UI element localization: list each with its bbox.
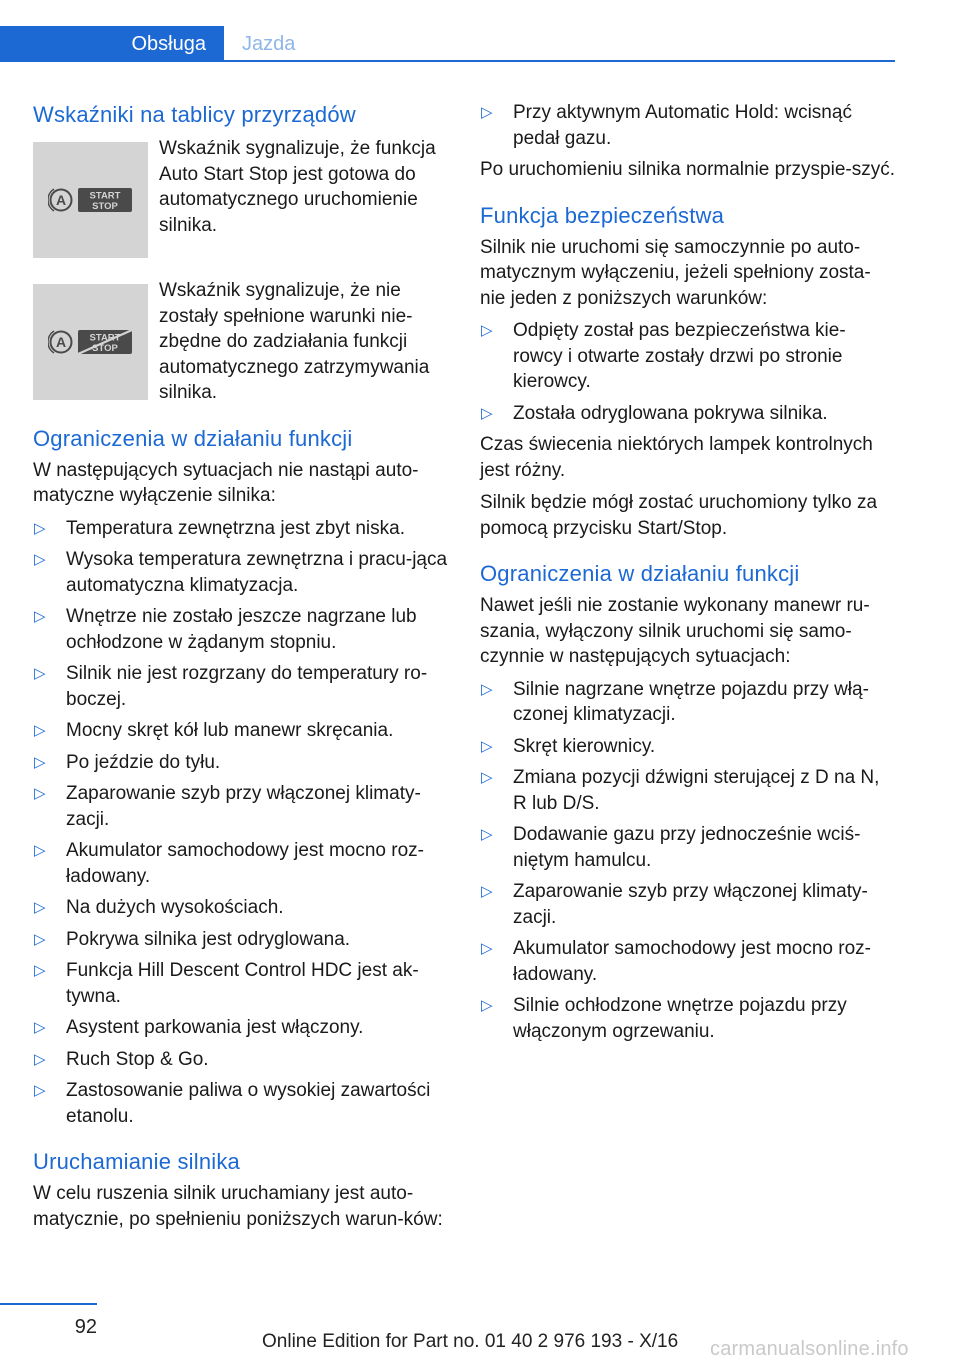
triangle-bullet-icon: ▷ — [481, 104, 493, 121]
triangle-bullet-icon: ▷ — [34, 1050, 46, 1068]
tab-jazda[interactable]: Jazda — [242, 32, 296, 55]
triangle-bullet-icon: ▷ — [34, 842, 46, 859]
triangle-bullet-icon: ▷ — [34, 753, 46, 771]
triangle-bullet-icon: ▷ — [34, 608, 46, 625]
list-item-text: Przy aktywnym Automatic Hold: wcisnąć pedał gazu. — [513, 102, 852, 149]
tab-obsluga[interactable]: Obsługa — [0, 26, 224, 62]
list-item-text: Temperatura zewnętrzna jest zbyt niska. — [66, 517, 405, 539]
limitations-intro: W następujących sytuacjach nie nastąpi auto-matyczne wyłączenie silnika: — [33, 459, 419, 506]
triangle-bullet-icon: ▷ — [481, 940, 493, 957]
list-item — [33, 895, 448, 921]
list-item — [480, 677, 895, 728]
list-item — [480, 936, 895, 987]
heading-safety: Funkcja bezpieczeństwa — [480, 202, 725, 228]
list-item — [480, 993, 895, 1044]
list-item-text: Wnętrze nie zostało jeszcze nagrzane lub ochłodzone w żądanym stopniu. — [66, 606, 417, 653]
heading-indicators: Wskaźniki na tablicy przyrządów — [33, 102, 356, 127]
badge-bottom-text: STOP — [91, 343, 118, 354]
list-item — [33, 516, 448, 542]
limitations-start-intro: Nawet jeśli nie zostanie wykonany manewr ru-szania, wyłączony silnik uruchomi się samo-czynnie w następujących sytuacjach: — [480, 595, 870, 667]
triangle-bullet-icon: ▷ — [481, 997, 493, 1014]
list-item — [480, 765, 895, 816]
header-divider — [0, 60, 895, 62]
badge-letter: A — [55, 192, 66, 208]
list-item — [480, 100, 895, 151]
badge-letter: A — [55, 334, 66, 350]
list-item-text: Silnie nagrzane wnętrze pojazdu przy włą-czonej klimatyzacji. — [513, 678, 869, 725]
list-item — [33, 604, 448, 655]
list-item-text: Asystent parkowania jest włączony. — [66, 1017, 364, 1038]
list-item-text: Dodawanie gazu przy jednocześnie wciś-niętym hamulcu. — [513, 824, 861, 871]
indicator-ready-text: Wskaźnik sygnalizuje, że funkcja Auto Start Stop jest gotowa do automatycznego uruchomienie silnika. — [159, 138, 436, 236]
list-item — [33, 838, 448, 889]
auto-start-stop-unavailable-icon — [33, 284, 148, 400]
heading-engine-start: Uruchamianie silnika — [33, 1149, 240, 1174]
heading-limitations-start: Ograniczenia w działaniu funkcji — [480, 561, 800, 586]
triangle-bullet-icon: ▷ — [481, 737, 493, 755]
list-item-text: Funkcja Hill Descent Control HDC jest ak-tywna. — [66, 960, 419, 1007]
list-item-text: Zastosowanie paliwa o wysokiej zawartości etanolu. — [66, 1080, 431, 1127]
triangle-bullet-icon: ▷ — [34, 962, 46, 979]
badge-top-text: START — [89, 190, 120, 202]
watermark-text: carmanualsonline.info — [710, 1338, 909, 1360]
triangle-bullet-icon: ▷ — [34, 519, 46, 537]
list-item — [480, 734, 895, 760]
engine-start-intro: W celu ruszenia silnik uruchamiany jest auto-matycznie, po spełnieniu poniższych warun-ków: — [33, 1183, 443, 1230]
safety-note-button: Silnik będzie mógł zostać uruchomiony tylko za pomocą przycisku Start/Stop. — [480, 492, 878, 539]
list-item-text: Zaparowanie szyb przy włączonej klimaty-zacji. — [66, 783, 421, 830]
triangle-bullet-icon: ▷ — [481, 883, 493, 900]
triangle-bullet-icon: ▷ — [34, 785, 46, 802]
header-bar — [0, 0, 960, 64]
left-column — [33, 100, 448, 1239]
list-item — [33, 750, 448, 776]
list-item — [33, 781, 448, 832]
limitations-start-list — [480, 677, 895, 1045]
page-number: 92 — [74, 1316, 97, 1338]
list-item-text: Ruch Stop & Go. — [66, 1048, 209, 1070]
section-safety — [480, 201, 895, 542]
triangle-bullet-icon: ▷ — [481, 826, 493, 843]
triangle-bullet-icon: ▷ — [34, 665, 46, 682]
list-item — [33, 661, 448, 712]
auto-start-stop-ready-icon — [33, 142, 148, 258]
list-item — [480, 401, 895, 427]
list-item-text: Odpięty został pas bezpieczeństwa kie-rowcy i otwarte zostały drzwi po stronie kierowcy. — [513, 320, 846, 392]
start-conditions-list — [480, 100, 895, 151]
limitations-list — [33, 516, 448, 1130]
footer-divider — [0, 1303, 97, 1305]
list-item — [33, 1047, 448, 1073]
list-item — [33, 927, 448, 953]
section-limitations-start — [480, 559, 895, 1044]
triangle-bullet-icon: ▷ — [481, 769, 493, 786]
heading-limitations: Ograniczenia w działaniu funkcji — [33, 425, 353, 451]
badge-top-text: START — [89, 332, 120, 344]
triangle-bullet-icon: ▷ — [34, 930, 46, 948]
list-item-text: Skręt kierownicy. — [513, 735, 656, 757]
list-item-text: Zmiana pozycji dźwigni sterującej z D na N, R lub D/S. — [513, 767, 880, 814]
list-item-text: Po jeździe do tyłu. — [66, 751, 221, 773]
list-item-text: Wysoka temperatura zewnętrzna i pracu-jąca automatyczna klimatyzacja. — [66, 549, 448, 596]
indicator-not-met-text: Wskaźnik sygnalizuje, że nie zostały spełnione warunki nie-zbędne do zadziałania funkcji automatycznego zatrzymywania silnika. — [159, 280, 430, 403]
triangle-bullet-icon: ▷ — [34, 1082, 46, 1099]
triangle-bullet-icon: ▷ — [481, 680, 493, 698]
indicator-row-ready — [33, 134, 448, 258]
list-item — [33, 547, 448, 598]
section-limitations-stop — [33, 424, 448, 1130]
list-item-text: Mocny skręt kół lub manewr skręcania. — [66, 720, 394, 741]
list-item-text: Silnie ochłodzone wnętrze pojazdu przy włączonym ogrzewaniu. — [513, 995, 847, 1042]
list-item-text: Zaparowanie szyb przy włączonej klimaty-zacji. — [513, 881, 868, 928]
badge-bottom-text: STOP — [91, 201, 118, 212]
list-item-text: Została odryglowana pokrywa silnika. — [513, 402, 828, 424]
list-item-text: Pokrywa silnika jest odryglowana. — [66, 928, 351, 950]
list-item — [33, 958, 448, 1009]
triangle-bullet-icon: ▷ — [34, 722, 46, 739]
right-column — [480, 100, 895, 1050]
triangle-bullet-icon: ▷ — [481, 404, 493, 422]
list-item — [480, 822, 895, 873]
list-item-text: Na dużych wysokościach. — [66, 897, 284, 918]
triangle-bullet-icon: ▷ — [34, 899, 46, 916]
list-item — [480, 879, 895, 930]
indicator-row-not-met — [33, 276, 448, 406]
safety-list — [480, 318, 895, 426]
safety-intro: Silnik nie uruchomi się samoczynnie po auto-matycznym wyłączeniu, jeżeli spełniony zosta-nie jeden z poniższych warunków: — [480, 236, 871, 309]
list-item — [480, 318, 895, 395]
triangle-bullet-icon: ▷ — [34, 551, 46, 568]
list-item — [33, 1078, 448, 1129]
list-item-text: Silnik nie jest rozgrzany do temperatury ro-boczej. — [66, 663, 428, 710]
triangle-bullet-icon: ▷ — [481, 322, 493, 339]
list-item-text: Akumulator samochodowy jest mocno roz-ładowany. — [66, 840, 424, 887]
list-item-text: Akumulator samochodowy jest mocno roz-ładowany. — [513, 938, 871, 985]
accelerate-text: Po uruchomieniu silnika normalnie przyspie-szyć. — [480, 159, 896, 180]
triangle-bullet-icon: ▷ — [34, 1019, 46, 1036]
list-item — [33, 718, 448, 744]
section-engine-start — [33, 1147, 448, 1232]
edition-text: Online Edition for Part no. 01 40 2 976 193 - X/16 — [262, 1331, 679, 1352]
safety-note-lamps: Czas świecenia niektórych lampek kontrolnych jest różny. — [480, 434, 873, 481]
list-item — [33, 1015, 448, 1041]
